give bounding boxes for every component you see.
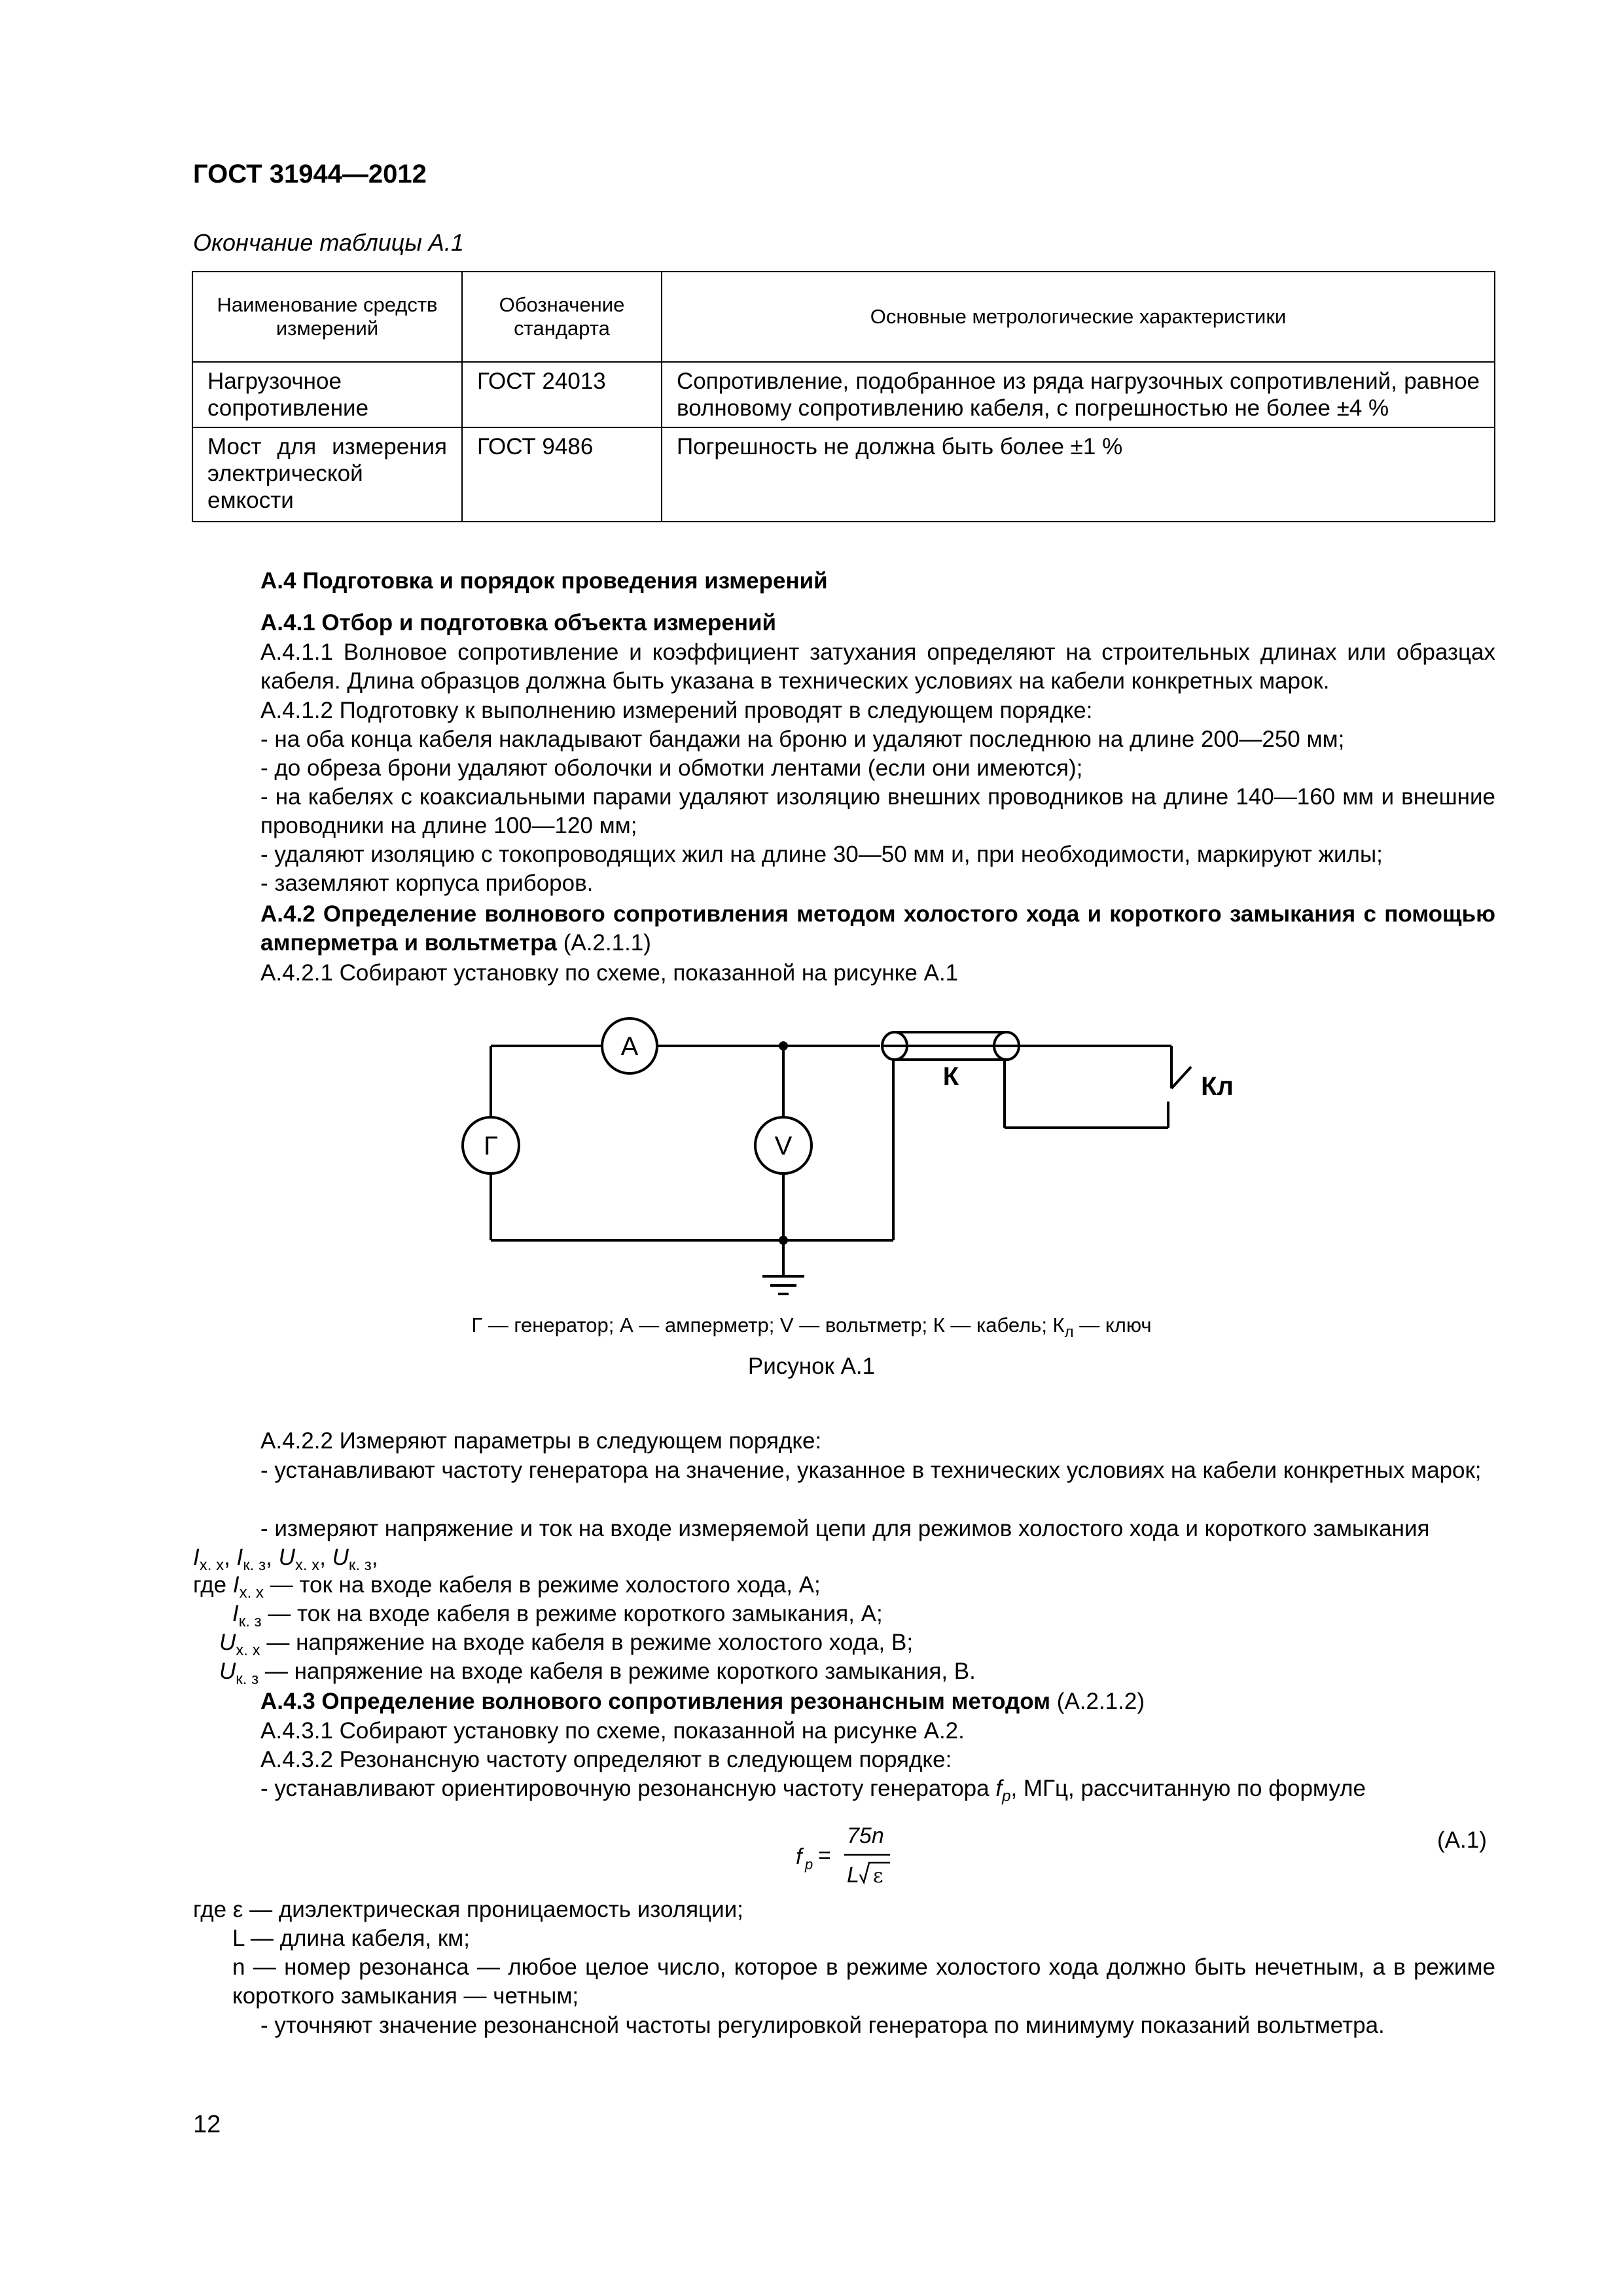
var-subscript: х. х bbox=[239, 1584, 264, 1602]
table-cell: ГОСТ 24013 bbox=[462, 362, 662, 427]
formula-denominator-L: L bbox=[847, 1863, 859, 1888]
section-heading-a43-text: А.4.3 Определение волнового сопротивления резонансным методом bbox=[260, 1689, 1051, 1714]
section-heading-a42-text: А.4.2 Определение волнового сопротивления методом холостого хода и короткого замыкания с помощью амперметра и вольтметра bbox=[260, 901, 1495, 956]
var-subscript: х. х bbox=[199, 1556, 224, 1574]
figure-caption: Рисунок А.1 bbox=[747, 1354, 876, 1379]
document-header: ГОСТ 31944—2012 bbox=[193, 160, 427, 188]
var-symbol: U bbox=[332, 1545, 349, 1570]
table-caption: Окончание таблицы А.1 bbox=[193, 229, 464, 256]
var-subscript: к. з bbox=[236, 1670, 259, 1688]
var-symbol: I bbox=[236, 1545, 243, 1570]
table-cell: Мост для измерения электрической емкости bbox=[192, 427, 462, 522]
page-number: 12 bbox=[193, 2111, 221, 2138]
legend-end: — ключ bbox=[1073, 1314, 1152, 1336]
list-item-text: - устанавливают ориентировочную резонансную частоту генератора bbox=[260, 1776, 996, 1801]
list-item-text: - устанавливают частоту генератора на значение, указанное в технических условиях на кабели конкретных марок; bbox=[260, 1458, 1482, 1483]
table-header-cell: Наименование средств измерений bbox=[192, 272, 462, 362]
voltmeter-label: V bbox=[774, 1132, 793, 1160]
paragraph-a422: А.4.2.2 Измеряют параметры в следующем порядке: bbox=[260, 1428, 822, 1454]
junction-dot bbox=[779, 1236, 788, 1245]
section-ref: (А.2.1.2) bbox=[1050, 1689, 1145, 1714]
formula-numerator: 75n bbox=[847, 1823, 884, 1848]
var-symbol: f bbox=[995, 1776, 1003, 1801]
list-item: - на оба конца кабеля накладывают бандажи на броню и удаляют последнюю на длине 200—250 мм; bbox=[260, 726, 1345, 752]
section-heading-a41: А.4.1 Отбор и подготовка объекта измерений bbox=[260, 610, 777, 636]
list-item: - уточняют значение резонансной частоты регулировкой генератора по минимуму показаний вольтметра. bbox=[260, 2013, 1385, 2038]
variables-line: $I_{х. х}$, $I_{к. з}$, $U_{х. х}$, $U_{к. з}$, bbox=[193, 1545, 378, 1574]
var-symbol: U bbox=[278, 1545, 295, 1570]
where-word: где bbox=[193, 1572, 227, 1598]
table-header-cell: Основные метрологические характеристики bbox=[662, 272, 1495, 362]
section-heading-a43 bbox=[193, 1687, 1563, 1716]
var-symbol: U bbox=[219, 1659, 236, 1684]
table-cell: ГОСТ 9486 bbox=[462, 427, 662, 522]
table-header-cell: Обозначение стандарта bbox=[462, 272, 662, 362]
section-ref: (А.2.1.1) bbox=[556, 930, 651, 956]
var-symbol: U bbox=[219, 1630, 236, 1655]
formula-lhs: f bbox=[796, 1844, 802, 1869]
list-item: - измеряют напряжение и ток на входе измеряемой цепи для режимов холостого хода и короткого замыкания bbox=[260, 1516, 1430, 1541]
cable-label: К bbox=[942, 1062, 959, 1091]
formula-graphic bbox=[792, 1820, 910, 1892]
table-cell: Нагрузочное сопротивление bbox=[192, 362, 462, 427]
list-item: - заземляют корпуса приборов. bbox=[260, 870, 594, 896]
var-symbol: I bbox=[232, 1601, 239, 1626]
definition-text: — ток на входе кабеля в режиме холостого хода, А; bbox=[263, 1572, 821, 1598]
section-heading-a4: А.4 Подготовка и порядок проведения измерений bbox=[260, 568, 828, 594]
definition-text: n — номер резонанса — любое целое число, которое в режиме холостого хода должно быть нечетным, а в режиме короткого замыкания — четным; bbox=[232, 1954, 1495, 2009]
list-item-text: - на кабелях с коаксиальными парами удаляют изоляцию внешних проводников на длине 140—160 мм и внешние проводники на длине 100—120 мм; bbox=[260, 784, 1495, 838]
key-switch bbox=[1171, 1067, 1191, 1088]
generator-label: Г bbox=[484, 1132, 498, 1160]
paragraph-text: А.4.1.1 Волновое сопротивление и коэффициент затухания определяют на строительных длинах или образцах кабеля. Длина образцов должна быть указана в технических условиях на кабели конкретных марок. bbox=[260, 639, 1495, 694]
var-symbol: I bbox=[193, 1545, 200, 1570]
formula-denominator-eps: ε bbox=[873, 1865, 883, 1888]
var-subscript: к. з bbox=[348, 1556, 372, 1574]
paragraph-a412: А.4.1.2 Подготовку к выполнению измерений проводят в следующем порядке: bbox=[260, 698, 1093, 723]
definition-text: — ток на входе кабеля в режиме короткого замыкания, А; bbox=[261, 1601, 883, 1626]
table-cell: Погрешность не должна быть более ±1 % bbox=[662, 427, 1495, 522]
ammeter-label: А bbox=[620, 1032, 639, 1061]
list-item: - удаляют изоляцию с токопроводящих жил на длине 30—50 мм и, при необходимости, маркируют жилы; bbox=[260, 842, 1383, 867]
definition-text: — напряжение на входе кабеля в режиме холостого хода, В; bbox=[260, 1630, 914, 1655]
var-subscript: р bbox=[1002, 1787, 1011, 1805]
var-subscript: х. х bbox=[236, 1641, 260, 1659]
definition-line: где ε — диэлектрическая проницаемость изоляции; bbox=[193, 1897, 743, 1922]
paragraph-a432: А.4.3.2 Резонансную частоту определяют в следующем порядке: bbox=[260, 1747, 952, 1772]
var-subscript: к. з bbox=[238, 1613, 262, 1630]
definition-text: — напряжение на входе кабеля в режиме короткого замыкания, В. bbox=[259, 1659, 976, 1684]
var-subscript: х. х bbox=[294, 1556, 320, 1574]
paragraph-a431: А.4.3.1 Собирают установку по схеме, показанной на рисунке А.2. bbox=[260, 1718, 965, 1744]
table-cell: Сопротивление, подобранное из ряда нагрузочных сопротивлений, равное волновому сопротивлению кабеля, с погрешностью не более ±4 % bbox=[662, 362, 1495, 427]
list-item bbox=[193, 1774, 1563, 1811]
list-item-text: , МГц, рассчитанную по формуле bbox=[1010, 1776, 1366, 1801]
legend-subscript: л bbox=[1064, 1323, 1074, 1341]
var-subscript: к. з bbox=[243, 1556, 266, 1574]
legend-text: Г — генератор; А — амперметр; V — вольтметр; К — кабель; К bbox=[471, 1314, 1065, 1336]
formula-lhs-subscript: р bbox=[805, 1856, 813, 1873]
list-item: - до обреза брони удаляют оболочки и обмотки лентами (если они имеются); bbox=[260, 755, 1083, 781]
formula-equals: = bbox=[818, 1843, 831, 1868]
definition-line bbox=[232, 1953, 1495, 2011]
junction-dot bbox=[779, 1041, 788, 1050]
var-symbol: I bbox=[232, 1572, 240, 1598]
key-label: Кл bbox=[1201, 1072, 1234, 1101]
equation-number: (А.1) bbox=[1437, 1827, 1487, 1853]
paragraph-a421: А.4.2.1 Собирают установку по схеме, показанной на рисунке А.1 bbox=[260, 960, 959, 986]
figure-legend bbox=[0, 1314, 1623, 1342]
list-item bbox=[193, 1456, 1495, 1485]
definition-line: L — длина кабеля, км; bbox=[232, 1926, 470, 1951]
